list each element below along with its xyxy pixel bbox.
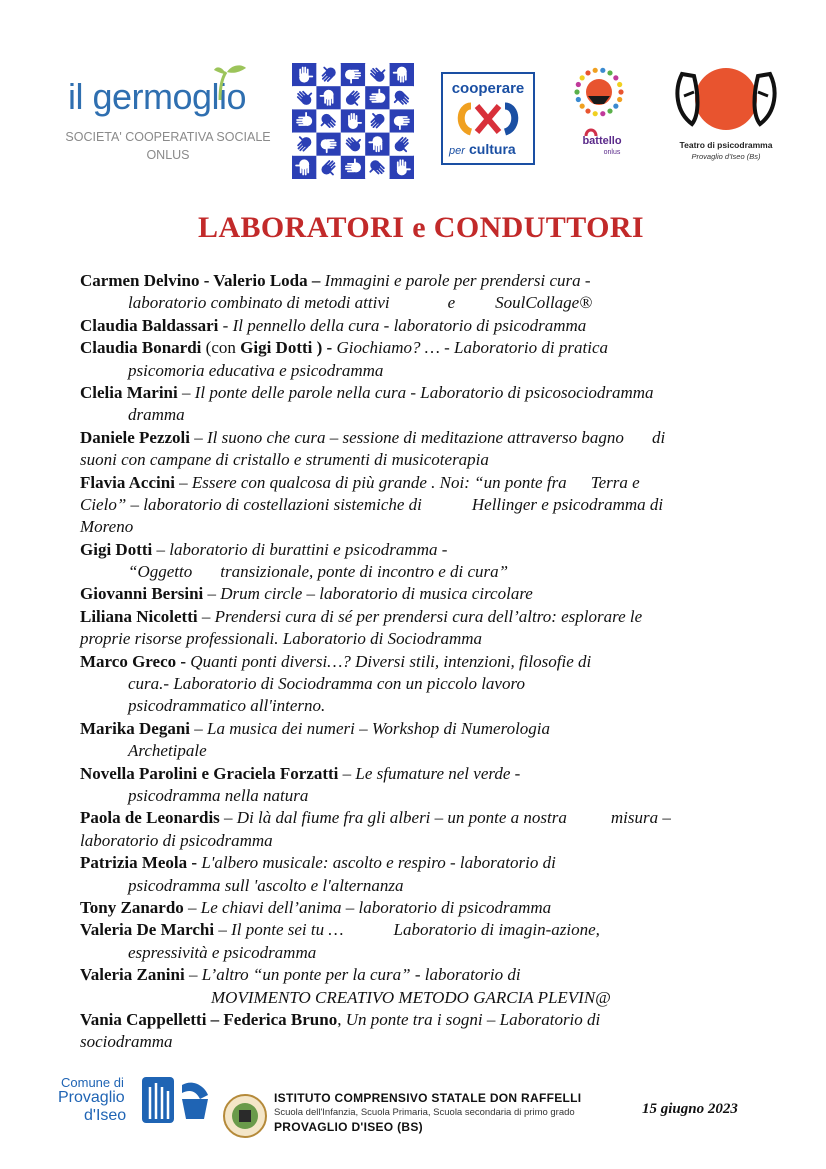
list-item [80,472,756,494]
comune-provaglio-logo [58,1075,218,1131]
lab-title: Giochiamo? … - Laboratorio di pratica [336,338,608,358]
separator: – [184,965,202,985]
battello-word: battello [582,135,622,147]
sun-ray-dot [593,68,598,73]
lab-title: Drum circle – laboratorio di musica circolare [220,584,533,604]
lab-text: Laboratorio di imagin-azione, [393,920,600,940]
sun-ray-dot [617,97,622,102]
battello-onlus: onlus [603,149,621,156]
per-word: per [449,145,465,157]
lab-text: Cielo” – laboratorio di costellazioni sistemiche di [80,494,422,514]
separator: – [177,382,195,402]
list-item-cont [80,942,756,964]
lab-title: Immagini e parole per prendersi cura - [324,271,591,290]
lab-text: proprie risorse professionali. Laboratorio di Sociodramma [80,629,483,649]
sun-ray-dot [613,104,618,109]
lab-text: espressività e psicodramma [128,942,317,962]
theatre-masks-icon [672,62,780,140]
lab-title: Le sfumature nel verde - [355,763,521,783]
lab-title: Di là dal fiume fra gli alberi – un ponte a nostra [236,808,567,828]
list-item-cont [80,695,756,717]
conductor-name: Flavia Accini [80,472,175,492]
conductor-name: Carmen Delvino - Valerio Loda – [80,271,325,290]
list-item-cont [80,740,756,762]
lab-text: psicodrammatico all'interno. [128,696,326,716]
cooperare-word: cooperare [451,80,525,97]
comune-line1: Comune di [61,1075,124,1090]
lab-text: “Oggetto [128,562,193,582]
germoglio-onlus: ONLUS [146,148,190,162]
list-item-cont [80,875,756,897]
lab-title: laboratorio di burattini e psicodramma - [169,539,448,559]
germoglio-logo [62,62,274,172]
school-place: PROVAGLIO D'ISEO (BS) [274,1120,423,1134]
germoglio-wordmark: il germoglio [68,76,247,117]
lab-text: Moreno [80,517,134,537]
list-item-cont [80,292,756,314]
list-item-cont [80,785,756,807]
lab-text: suoni con campane di cristallo e strumenti di musicoterapia [80,450,489,470]
germoglio-tagline: SOCIETA' COOPERATIVA SOCIALE [65,130,271,144]
sun-ray-dot [617,82,622,87]
sun-ray-dot [607,70,612,75]
lab-text: e [447,293,456,313]
separator: , [337,1009,346,1029]
school-info [274,1091,581,1134]
lab-text: misura – [610,808,671,828]
separator: – [203,584,221,604]
list-item-cont [80,673,756,695]
teatro-place: Provaglio d'Iseo (Bs) [691,152,761,161]
comune-line2: Provaglio [58,1089,125,1106]
conductor-name: Claudia Baldassari [80,315,219,335]
lab-text: Archetipale [128,741,207,761]
separator: – [214,920,232,940]
conductor-name: Vania Cappelletti – Federica Bruno [80,1009,338,1029]
lab-title: Il ponte sei tu … [231,920,344,940]
sprout-icon [212,62,252,102]
conductor-name: Paola de Leonardis [80,808,220,828]
sun-ray-dot [580,104,585,109]
sun-ray-dot [576,82,581,87]
laboratori-list [80,270,756,1054]
list-item [80,382,756,404]
list-item [80,583,756,605]
lab-title: Prendersi cura di sé per prendersi cura dell’altro: esplorare le [214,606,643,626]
lab-title: Il pennello della cura - laboratorio di psicodramma [232,315,587,335]
teatro-psicodramma-logo [672,62,780,172]
conductor-name: Patrizia Meola - [80,853,202,873]
list-item-cont [80,516,756,538]
list-item [80,270,756,292]
separator: – [183,897,201,917]
lab-title: Il suono che cura – sessione di meditazione attraverso bagno [207,427,624,447]
list-item [80,919,756,941]
separator: – [190,718,208,738]
separator: – [219,808,237,828]
sun-ray-dot [607,108,612,113]
sun-ray-dot [593,111,598,116]
sun-ray-dot [618,89,623,94]
conductor-name: Marika Degani [80,718,191,738]
lab-text: MOVIMENTO CREATIVO METODO GARCIA PLEVIN@ [211,987,611,1007]
list-item [80,651,756,673]
wheat-crest-icon [142,1075,212,1125]
list-item [80,606,756,628]
lab-title: L'albero musicale: ascolto e respiro - laboratorio di [201,853,556,873]
lab-text: Terra e [590,472,640,492]
lab-title: Un ponte tra i sogni – Laboratorio di [345,1009,601,1029]
list-item-cont [80,628,756,650]
list-item [80,897,756,919]
battello-onlus-logo [566,64,632,180]
list-item-cont [80,561,756,583]
lab-text: cura.- Laboratorio di Sociodramma con un piccolo lavoro [128,674,525,694]
list-item [80,763,756,785]
list-item [80,539,756,561]
teatro-title: Teatro di psicodramma [679,140,773,150]
separator: – [197,606,215,626]
sun-ray-dot [580,75,585,80]
separator: – [338,763,356,783]
sun-ray-dot [574,89,579,94]
school-name: ISTITUTO COMPRENSIVO STATALE DON RAFFELLI [274,1091,582,1105]
school-levels: Scuola dell'Infanzia, Scuola Primaria, Scuola secondaria di primo grado [274,1107,575,1118]
conductor-name: Gigi Dotti ) - [240,338,337,358]
lab-text: SoulCollage® [495,293,593,313]
conductor-name: Liliana Nicoletti [80,606,198,626]
sun-ray-dot [585,70,590,75]
list-item [80,1009,756,1031]
lab-text: psicodramma sull 'ascolto e l'alternanza [128,875,404,895]
sun-ray-dot [600,68,605,73]
conductor-name: Valeria Zanini [80,965,185,985]
lab-text: sociodramma [80,1032,173,1052]
lab-text: di [651,427,666,447]
conductor-name: Marco Greco - [80,651,191,671]
lab-text: dramma [128,405,185,425]
list-item-cont [80,449,756,471]
list-item [80,315,756,337]
separator: (con [201,338,241,358]
lab-text: laboratorio di psicodramma [80,830,273,850]
list-item [80,964,756,986]
list-item-cont [80,987,756,1009]
separator: – [152,539,170,559]
conductor-name: Novella Parolini e Graciela Forzatti [80,763,339,783]
lab-title: Il ponte delle parole nella cura - Laboratorio di psicosociodramma [194,382,654,402]
separator: – [174,472,192,492]
event-date: 15 giugno 2023 [642,1101,738,1117]
lab-text: psicomoria educativa e psicodramma [128,360,384,380]
lab-text: laboratorio combinato di metodi attivi [128,293,390,313]
comune-line3: d'Iseo [84,1107,127,1124]
sun-ray-dot [576,97,581,102]
lab-text: transizionale, ponte di incontro e di cura” [220,562,509,582]
lab-title: La musica dei numeri – Workshop di Numerologia [207,718,551,738]
conductor-name: Tony Zanardo [80,897,184,917]
list-item [80,718,756,740]
list-item-cont [80,404,756,426]
lab-title: Le chiavi dell’anima – laboratorio di psicodramma [200,897,552,917]
list-item-cont [80,1031,756,1053]
conductor-name: Gigi Dotti [80,539,153,559]
list-item-cont [80,830,756,852]
lab-title: L’altro “un ponte per la cura” - laboratorio di [201,965,521,985]
conductor-name: Valeria De Marchi [80,920,215,940]
lab-text: psicodramma nella natura [128,785,309,805]
lab-title: Quanti ponti diversi…? Diversi stili, intenzioni, filosofie di [190,651,592,671]
conductor-name: Claudia Bonardi [80,338,202,358]
school-crest-icon [222,1093,268,1139]
conductor-name: Daniele Pezzoli [80,427,190,447]
page-title: LABORATORI e CONDUTTORI [198,211,644,244]
hands-checker-logo [292,63,414,179]
lab-text: Hellinger e psicodramma di [471,494,664,514]
list-item [80,337,756,359]
list-item-cont [80,360,756,382]
cooperare-per-cultura-logo [441,72,535,165]
separator: – [190,427,207,447]
conductor-name: Clelia Marini [80,382,178,402]
lab-title: Essere con qualcosa di più grande . Noi: “un ponte fra [191,472,567,492]
cultura-word: cultura [469,141,516,157]
list-item-cont [80,494,756,516]
sun-ray-dot [585,108,590,113]
conductor-name: Giovanni Bersini [80,584,204,604]
list-item [80,852,756,874]
sun-ray-dot [600,111,605,116]
sun-ray-dot [613,75,618,80]
separator: - [218,315,233,335]
list-item [80,807,756,829]
list-item [80,427,756,449]
